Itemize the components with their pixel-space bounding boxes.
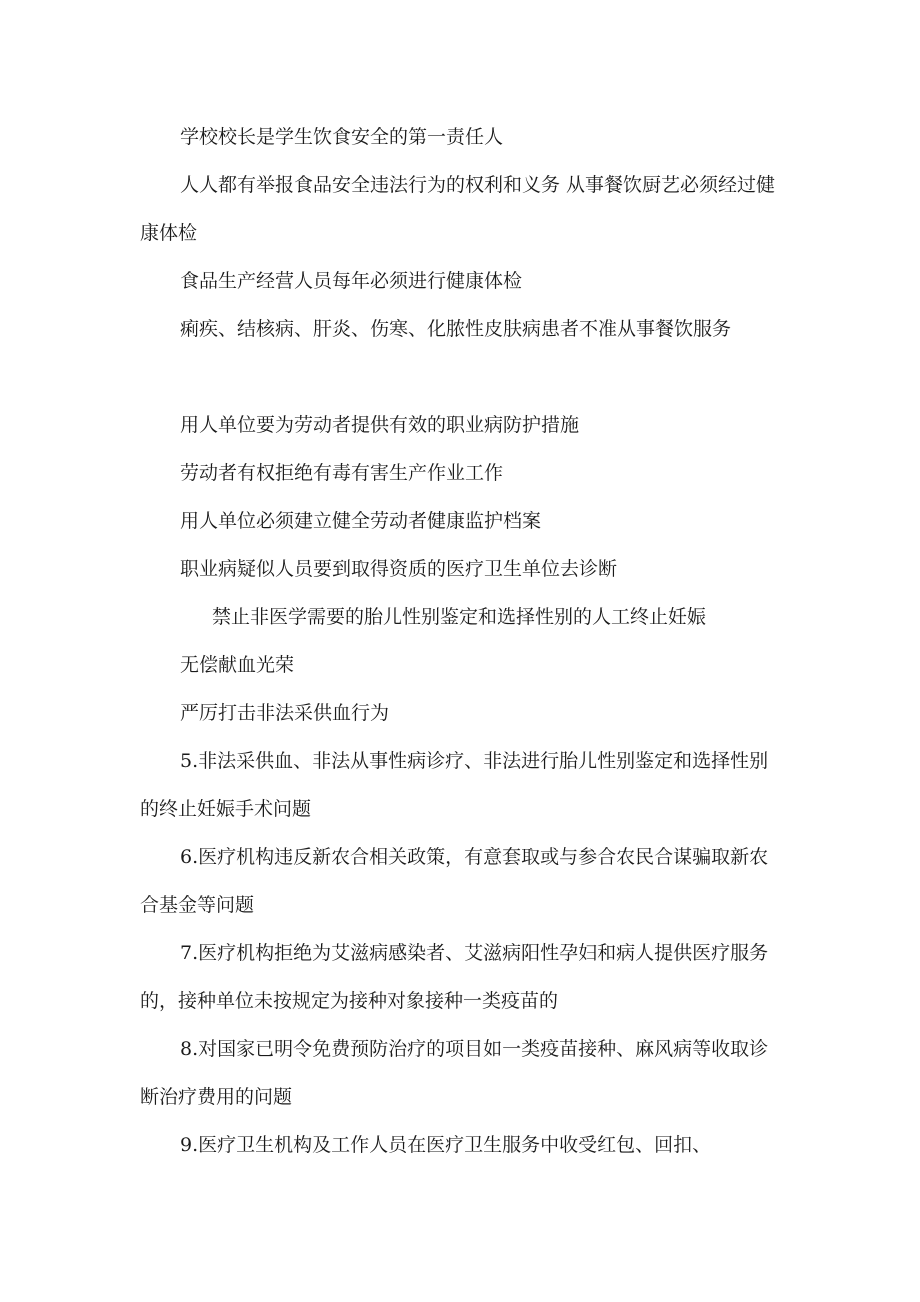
paragraph-annual-health-check: 食品生产经营人员每年必须进行健康体检 bbox=[180, 270, 523, 292]
paragraph-blood-donation: 无偿献血光荣 bbox=[180, 654, 295, 676]
paragraph-protection-measures: 用人单位要为劳动者提供有效的职业病防护措施 bbox=[180, 414, 580, 436]
paragraph-health-records: 用人单位必须建立健全劳动者健康监护档案 bbox=[180, 510, 542, 532]
paragraph-item-7: 7.医疗机构拒绝为艾滋病感染者、艾滋病阳性孕妇和病人提供医疗服务的，接种单位未按规定为接种对象接种一类疫苗的 bbox=[140, 942, 769, 1012]
paragraph-principal-responsibility: 学校校长是学生饮食安全的第一责任人 bbox=[180, 126, 504, 148]
paragraph-diagnosis-qualified: 职业病疑似人员要到取得资质的医疗卫生单位去诊断 bbox=[180, 558, 618, 580]
paragraph-item-8: 8.对国家已明令免费预防治疗的项目如一类疫苗接种、麻风病等收取诊断治疗费用的问题 bbox=[140, 1038, 769, 1108]
paragraph-item-5: 5.非法采供血、非法从事性病诊疗、非法进行胎儿性别鉴定和选择性别的终止妊娠手术问题 bbox=[140, 750, 769, 820]
paragraph-refuse-toxic-work: 劳动者有权拒绝有毒有害生产作业工作 bbox=[180, 462, 504, 484]
paragraph-gender-identification-ban: 禁止非医学需要的胎儿性别鉴定和选择性别的人工终止妊娠 bbox=[212, 606, 707, 628]
paragraph-item-9: 9.医疗卫生机构及工作人员在医疗卫生服务中收受红包、回扣、 bbox=[180, 1134, 712, 1156]
paragraph-report-violations: 人人都有举报食品安全违法行为的权利和义务 从事餐饮厨艺必须经过健康体检 bbox=[140, 174, 776, 244]
paragraph-item-6: 6.医疗机构违反新农合相关政策，有意套取或与参合农民合谋骗取新农合基金等问题 bbox=[140, 846, 769, 916]
paragraph-illegal-blood-collection: 严厉打击非法采供血行为 bbox=[180, 702, 390, 724]
paragraph-disease-restriction: 痢疾、结核病、肝炎、伤寒、化脓性皮肤病患者不准从事餐饮服务 bbox=[180, 318, 732, 340]
